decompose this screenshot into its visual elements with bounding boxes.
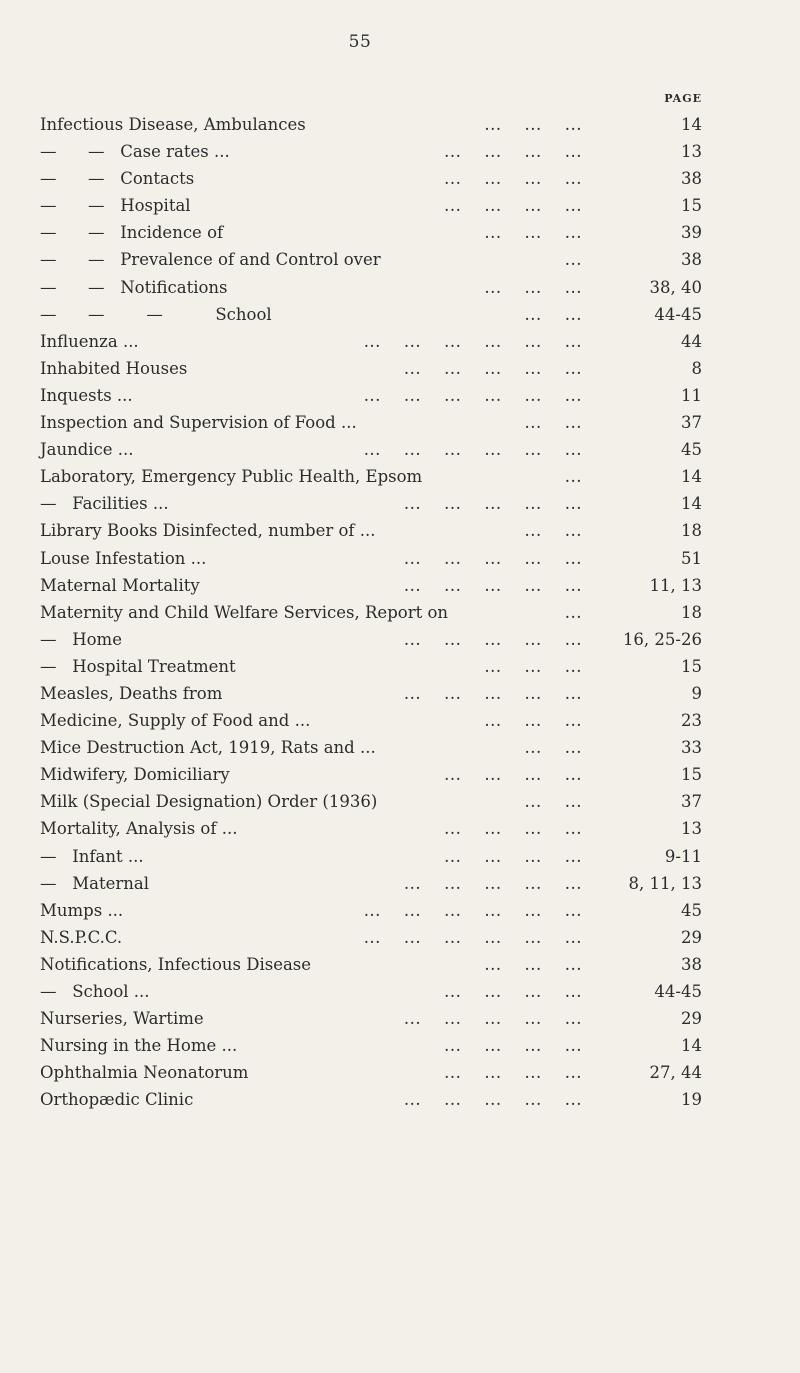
index-entry	[40, 815, 702, 842]
entry-page-reference: 29	[681, 1009, 702, 1029]
leader-dots: ... ... ... ... ...	[403, 873, 582, 893]
entry-label: Louse Infestation ...	[40, 548, 207, 568]
entry-label: — Infant ...	[40, 846, 144, 866]
index-list	[40, 111, 702, 1113]
entry-page-reference: 38	[681, 169, 702, 189]
leader-dots: ... ... ... ...	[444, 1063, 582, 1083]
index-entry	[40, 924, 702, 951]
page-column-header: PAGE	[664, 92, 702, 105]
index-entry	[40, 274, 702, 301]
index-entry	[40, 707, 702, 734]
leader-dots: ... ... ... ... ... ...	[363, 927, 582, 947]
entry-label: Inquests ...	[40, 385, 133, 405]
index-entry	[40, 192, 702, 219]
entry-label: — School ...	[40, 982, 150, 1001]
entry-label: Milk (Special Designation) Order (1936)	[40, 792, 378, 812]
entry-page-reference: 44	[681, 331, 702, 351]
leader-dots: ... ... ...	[484, 711, 582, 731]
leader-dots: ... ... ...	[484, 277, 582, 297]
index-entry	[40, 436, 702, 463]
index-entry	[40, 490, 702, 517]
entry-page-reference: 13	[681, 819, 702, 839]
entry-page-reference: 27, 44	[649, 1063, 702, 1083]
entry-page-reference: 14	[681, 1036, 702, 1056]
leader-dots: ... ... ... ...	[444, 196, 582, 216]
leader-dots: ... ... ...	[484, 115, 582, 134]
entry-label: Inhabited Houses	[40, 358, 188, 378]
index-entry	[40, 545, 702, 572]
entry-page-reference: 8	[691, 358, 702, 378]
index-entry	[40, 761, 702, 788]
leader-dots: ... ...	[524, 738, 582, 758]
index-entry	[40, 355, 702, 382]
entry-page-reference: 29	[681, 927, 702, 947]
entry-page-reference: 44-45	[654, 304, 702, 324]
entry-page-reference: 45	[681, 900, 702, 920]
entry-label: Maternal Mortality	[40, 575, 200, 595]
entry-label: — Facilities ...	[40, 494, 169, 514]
leader-dots: ... ... ... ... ...	[403, 629, 582, 649]
index-entry	[40, 1059, 702, 1086]
entry-label: Library Books Disinfected, number of ...	[40, 521, 376, 541]
entry-page-reference: 11	[681, 385, 702, 405]
leader-dots: ...	[564, 602, 582, 622]
entry-label: — — Prevalence of and Control over	[40, 250, 381, 270]
entry-label: Measles, Deaths from	[40, 683, 223, 703]
entry-page-reference: 38	[681, 250, 702, 270]
entry-page-reference: 38, 40	[649, 277, 702, 297]
entry-page-reference: 23	[681, 711, 702, 731]
leader-dots: ... ...	[524, 304, 582, 324]
index-entry	[40, 978, 702, 1005]
entry-page-reference: 37	[681, 792, 702, 812]
index-entry	[40, 599, 702, 626]
entry-label: — — Contacts	[40, 169, 195, 189]
leader-dots: ... ...	[524, 792, 582, 812]
index-entry	[40, 246, 702, 273]
index-entry	[40, 788, 702, 815]
leader-dots: ... ... ... ... ...	[403, 683, 582, 703]
leader-dots: ... ... ... ...	[444, 846, 582, 866]
entry-label: Laboratory, Emergency Public Health, Epsom	[40, 467, 423, 487]
entry-page-reference: 8, 11, 13	[628, 873, 702, 893]
index-entry	[40, 463, 702, 490]
index-entry	[40, 1086, 702, 1113]
entry-page-reference: 38	[681, 954, 702, 974]
index-entry	[40, 843, 702, 870]
entry-page-reference: 39	[681, 223, 702, 243]
leader-dots: ... ... ... ... ...	[403, 575, 582, 595]
entry-label: — — Case rates ...	[40, 142, 230, 162]
entry-label: Mumps ...	[40, 900, 124, 920]
leader-dots: ... ... ... ...	[444, 169, 582, 189]
leader-dots: ... ... ... ... ...	[403, 358, 582, 378]
entry-page-reference: 18	[681, 521, 702, 541]
entry-page-reference: 14	[681, 494, 702, 514]
leader-dots: ... ... ... ... ... ...	[363, 331, 582, 351]
index-entry	[40, 653, 702, 680]
entry-label: — — Incidence of	[40, 223, 224, 243]
entry-page-reference: 18	[681, 602, 702, 622]
index-entry	[40, 734, 702, 761]
leader-dots: ... ... ... ...	[444, 819, 582, 839]
leader-dots: ... ... ... ... ... ...	[363, 385, 582, 405]
entry-label: Nursing in the Home ...	[40, 1036, 238, 1056]
entry-label: Maternity and Child Welfare Services, Report on	[40, 602, 449, 622]
entry-label: — — Hospital	[40, 196, 191, 216]
index-entry	[40, 219, 702, 246]
entry-label: Nurseries, Wartime	[40, 1009, 204, 1029]
entry-page-reference: 33	[681, 738, 702, 758]
index-entry	[40, 1032, 702, 1059]
index-entry	[40, 870, 702, 897]
entry-page-reference: 19	[681, 1090, 702, 1110]
entry-label: Orthopædic Clinic	[40, 1090, 194, 1110]
entry-page-reference: 45	[681, 440, 702, 460]
leader-dots: ... ... ... ... ... ...	[363, 900, 582, 920]
entry-label: Midwifery, Domiciliary	[40, 765, 230, 785]
entry-page-reference: 15	[681, 765, 702, 785]
entry-page-reference: 14	[681, 467, 702, 487]
leader-dots: ... ... ... ...	[444, 142, 582, 162]
entry-label: Ophthalmia Neonatorum	[40, 1063, 249, 1083]
index-entry	[40, 328, 702, 355]
entry-label: N.S.P.C.C.	[40, 927, 123, 947]
index-entry	[40, 626, 702, 653]
index-entry	[40, 572, 702, 599]
leader-dots: ... ... ...	[484, 656, 582, 676]
entry-page-reference: 15	[681, 656, 702, 676]
leader-dots: ... ...	[524, 413, 582, 433]
entry-page-reference: 44-45	[654, 982, 702, 1001]
entry-page-reference: 13	[681, 142, 702, 162]
entry-label: — — — School	[40, 304, 272, 324]
entry-page-reference: 51	[681, 548, 702, 568]
leader-dots: ... ... ... ... ...	[403, 494, 582, 514]
entry-label: Jaundice ...	[40, 440, 134, 460]
index-entry	[40, 897, 702, 924]
entry-page-reference: 9	[691, 683, 702, 703]
leader-dots: ... ... ...	[484, 223, 582, 243]
entry-label: Mice Destruction Act, 1919, Rats and ...	[40, 738, 376, 758]
entry-page-reference: 15	[681, 196, 702, 216]
index-entry	[40, 1005, 702, 1032]
index-entry	[40, 409, 702, 436]
entry-label: Infectious Disease, Ambulances	[40, 115, 306, 134]
entry-page-reference: 37	[681, 413, 702, 433]
index-entry	[40, 382, 702, 409]
index-entry	[40, 951, 702, 978]
entry-label: — Home	[40, 629, 122, 649]
entry-label: Mortality, Analysis of ...	[40, 819, 238, 839]
entry-page-reference: 14	[681, 115, 702, 134]
entry-page-reference: 11, 13	[649, 575, 702, 595]
leader-dots: ... ... ... ... ...	[403, 548, 582, 568]
entry-label: — Hospital Treatment	[40, 656, 236, 676]
index-entry	[40, 301, 702, 328]
page-number: 55	[348, 32, 372, 52]
leader-dots: ... ... ... ... ...	[403, 1009, 582, 1029]
leader-dots: ... ... ... ... ... ...	[363, 440, 582, 460]
index-entry	[40, 138, 702, 165]
leader-dots: ... ... ... ...	[444, 765, 582, 785]
entry-page-reference: 16, 25-26	[622, 629, 702, 649]
index-entry	[40, 111, 702, 138]
leader-dots: ... ... ...	[484, 954, 582, 974]
entry-page-reference: 9-11	[664, 846, 702, 866]
leader-dots: ... ... ... ...	[444, 982, 582, 1001]
index-entry	[40, 517, 702, 544]
leader-dots: ...	[564, 467, 582, 487]
leader-dots: ... ... ... ... ...	[403, 1090, 582, 1110]
entry-label: — Maternal	[40, 873, 149, 893]
entry-label: — — Notifications	[40, 277, 228, 297]
index-entry	[40, 165, 702, 192]
entry-label: Inspection and Supervision of Food ...	[40, 413, 357, 433]
leader-dots: ... ... ... ...	[444, 1036, 582, 1056]
leader-dots: ...	[564, 250, 582, 270]
entry-label: Influenza ...	[40, 331, 139, 351]
leader-dots: ... ...	[524, 521, 582, 541]
entry-label: Notifications, Infectious Disease	[40, 954, 312, 974]
index-entry	[40, 680, 702, 707]
entry-label: Medicine, Supply of Food and ...	[40, 711, 311, 731]
